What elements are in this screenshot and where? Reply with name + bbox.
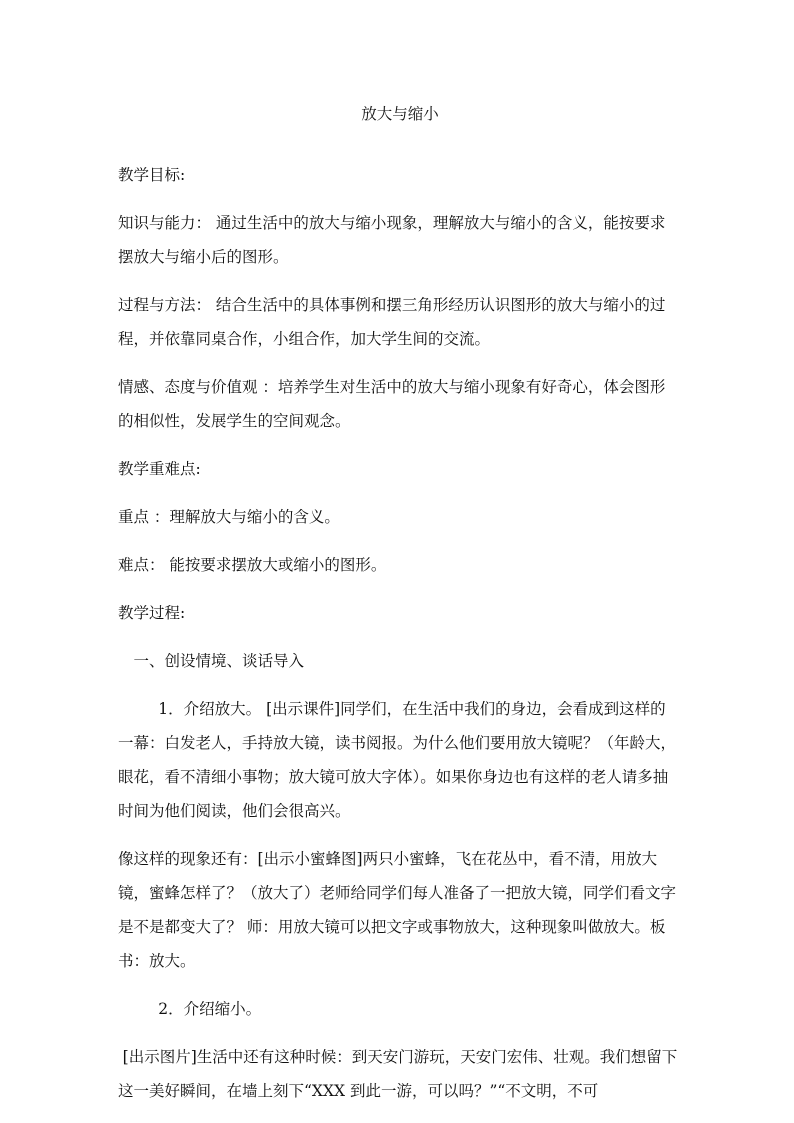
section-heading-process: 教学过程: bbox=[118, 604, 186, 622]
paragraph-process-method: 过程与方法： 结合生活中的具体事例和摆三角形经历认识图形的放大与缩小的过程，并依靠同桌合作，小组合作，加大学生间的交流。 bbox=[118, 296, 666, 348]
paragraph-bee-example: 像这样的现象还有：[出示小蜜蜂图]两只小蜜蜂，飞在花丛中，看不清，用放大镜，蜜蜂怎样了？（放大了）老师给同学们每人准备了一把放大镜，同学们看文字是不是都变大了？ 师：用放大镜可以把文字或事物放大，这种现象叫做放大。板书：放大。 bbox=[118, 850, 677, 970]
paragraph-emotion-values: 情感、态度与价值观 ：培养学生对生活中的放大与缩小现象有好奇心，体会图形的相似性，发展学生的空间观念。 bbox=[118, 378, 666, 430]
paragraph-enlarge-intro: 1．介绍放大。 [出示课件]同学们，在生活中我们的身边，会看成到这样的一幕：白发老人，手持放大镜，读书阅报。为什么他们要用放大镜呢？（年龄大，眼花，看不清细小事物；放大镜可放大字体）。如果你身边也有这样的老人请多抽时间为他们阅读，他们会很高兴。 bbox=[118, 700, 677, 820]
document-title: 放大与缩小 bbox=[361, 105, 439, 123]
paragraph-tiananmen-example: [出示图片]生活中还有这种时候：到天安门游玩，天安门宏伟、壮观。我们想留下这一美好瞬间，在墙上刻下“XXX 到此一游，可以吗？”“不文明，不可 bbox=[118, 1048, 678, 1100]
paragraph-knowledge-ability: 知识与能力： 通过生活中的放大与缩小现象，理解放大与缩小的含义，能按要求摆放大与缩小后的图形。 bbox=[118, 214, 666, 266]
subheading-shrink-intro: 2．介绍缩小。 bbox=[158, 1000, 262, 1018]
paragraph-key-point: 重点 ：理解放大与缩小的含义。 bbox=[118, 508, 340, 526]
document-body bbox=[118, 100, 678, 1108]
section-heading-key-points: 教学重难点: bbox=[118, 460, 201, 478]
paragraph-difficult-point: 难点： 能按要求摆放大或缩小的图形。 bbox=[118, 556, 387, 574]
section-heading-objectives: 教学目标: bbox=[118, 166, 186, 184]
subheading-introduction: 一、创设情境、谈话导入 bbox=[133, 652, 305, 670]
